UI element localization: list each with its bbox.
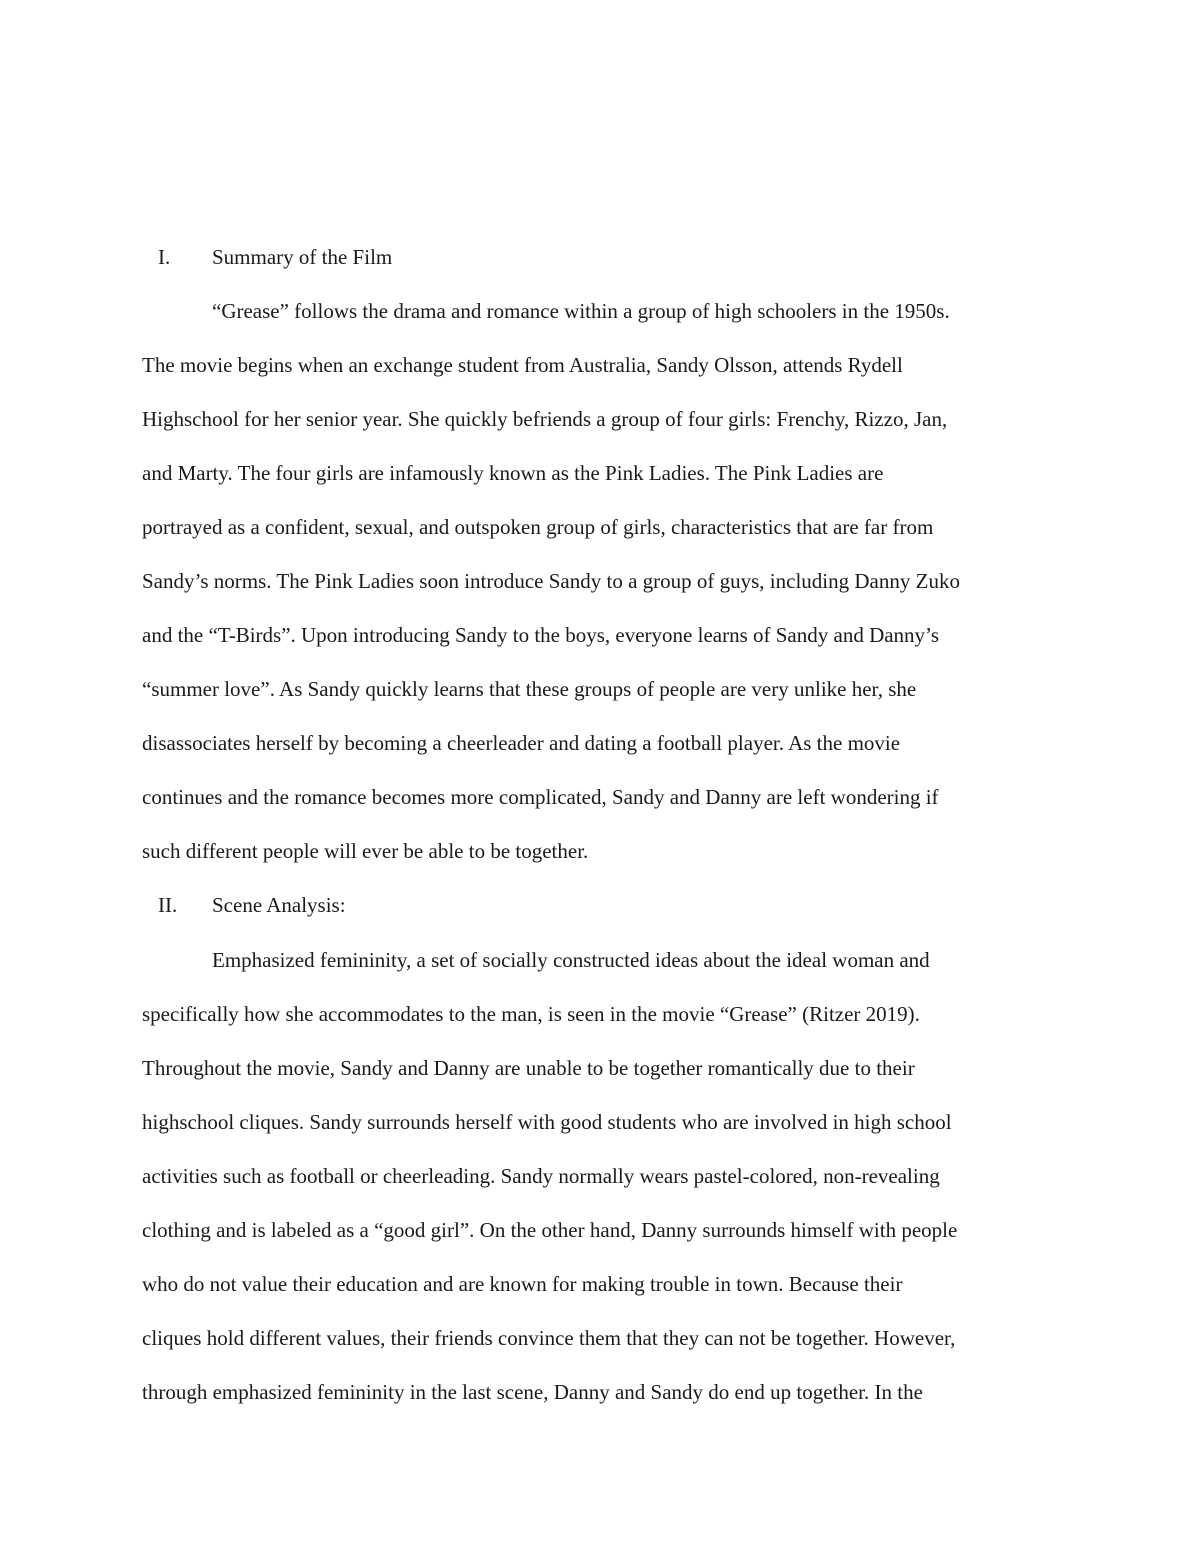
section-2-number: II. [158, 893, 178, 917]
paragraph-line: who do not value their education and are known for making trouble in town. Because their [142, 1272, 903, 1296]
paragraph-line: highschool cliques. Sandy surrounds herself with good students who are involved in high school [142, 1110, 952, 1134]
paragraph-line: Sandy’s norms. The Pink Ladies soon introduce Sandy to a group of guys, including Danny Zuko [142, 569, 960, 593]
paragraph-line: Highschool for her senior year. She quickly befriends a group of four girls: Frenchy, Rizzo, Jan, [142, 407, 948, 431]
paragraph-line: continues and the romance becomes more complicated, Sandy and Danny are left wondering if [142, 785, 939, 809]
paragraph-line: through emphasized femininity in the last scene, Danny and Sandy do end up together. In the [142, 1380, 923, 1404]
paragraph-line: cliques hold different values, their friends convince them that they can not be together. However, [142, 1326, 956, 1350]
paragraph-line: disassociates herself by becoming a cheerleader and dating a football player. As the movie [142, 731, 901, 755]
paragraph-line: Throughout the movie, Sandy and Danny are unable to be together romantically due to their [142, 1056, 915, 1080]
section-1-title: Summary of the Film [212, 245, 393, 269]
paragraph-line: and the “T-Birds”. Upon introducing Sandy to the boys, everyone learns of Sandy and Danny’s [142, 623, 940, 647]
paragraph-line: specifically how she accommodates to the man, is seen in the movie “Grease” (Ritzer 2019). [142, 1002, 920, 1026]
paragraph-line: “summer love”. As Sandy quickly learns that these groups of people are very unlike her, she [142, 677, 917, 701]
paragraph-line: such different people will ever be able to be together. [142, 839, 589, 863]
section-1-number: I. [158, 245, 171, 269]
paragraph-line: Emphasized femininity, a set of socially constructed ideas about the ideal woman and [212, 948, 930, 972]
paragraph-line: activities such as football or cheerleading. Sandy normally wears pastel-colored, non-revealing [142, 1164, 940, 1188]
paragraph-line: and Marty. The four girls are infamously known as the Pink Ladies. The Pink Ladies are [142, 461, 884, 485]
paragraph-line: clothing and is labeled as a “good girl”. On the other hand, Danny surrounds himself with people [142, 1218, 958, 1242]
section-2-title: Scene Analysis: [212, 893, 346, 917]
paragraph-line: “Grease” follows the drama and romance within a group of high schoolers in the 1950s. [212, 299, 950, 323]
paragraph-line: The movie begins when an exchange student from Australia, Sandy Olsson, attends Rydell [142, 353, 903, 377]
paragraph-line: portrayed as a confident, sexual, and outspoken group of girls, characteristics that are far from [142, 515, 934, 539]
